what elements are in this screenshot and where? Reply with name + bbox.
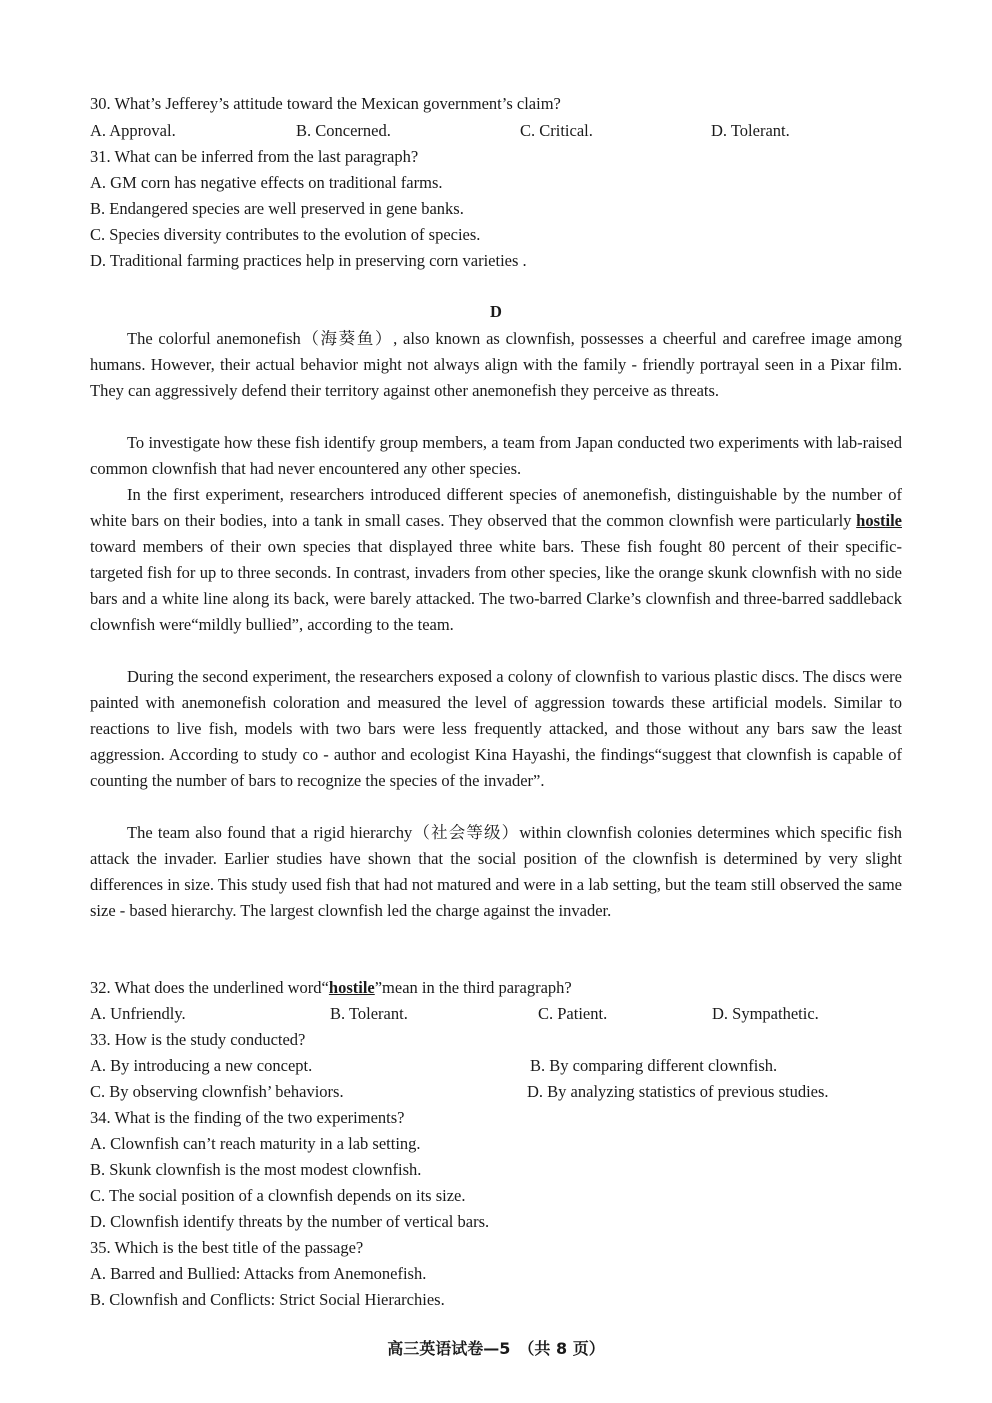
q31-option-d: D. Traditional farming practices help in preserving corn varieties . bbox=[90, 251, 527, 270]
q30-option-d: D. Tolerant. bbox=[711, 121, 790, 140]
q34-option-b: B. Skunk clownfish is the most modest clownfish. bbox=[90, 1160, 422, 1179]
question-30-stem: 30. What’s Jefferey’s attitude toward the Mexican government’s claim? bbox=[90, 94, 561, 113]
q33-option-c: C. By observing clownfish’ behaviors. bbox=[90, 1082, 344, 1101]
q32-stem-hostile: hostile bbox=[328, 978, 375, 997]
page-footer: 高三英语试卷—5 （共 8 页） bbox=[387, 1339, 605, 1358]
q35-option-a: A. Barred and Bullied: Attacks from Anemonefish. bbox=[90, 1264, 427, 1283]
q33-option-a: A. By introducing a new concept. bbox=[90, 1056, 313, 1075]
q32-option-d: D. Sympathetic. bbox=[712, 1004, 819, 1023]
q30-option-a: A. Approval. bbox=[90, 121, 176, 140]
q30-option-b: B. Concerned. bbox=[296, 121, 391, 140]
q32-stem-a: 32. What does the underlined word“ bbox=[90, 978, 329, 997]
q33-option-b: B. By comparing different clownfish. bbox=[530, 1056, 778, 1075]
q34-option-a: A. Clownfish can’t reach maturity in a lab setting. bbox=[90, 1134, 421, 1153]
passage-paragraph-5: The team also found that a rigid hierarchy（社会等级）within clownfish colonies determines which specific fish attack the invader. Earlier studies have shown that the social position of the clownfish is determined by very slight differences in size. This study used fish that had not matured and were in a lab setting, but the team still observed the same size - based hierarchy. The largest clownfish led the charge against the invader. bbox=[90, 823, 902, 920]
paragraph-3-text-b: toward members of their own species that displayed three white bars. These fish fought 80 percent of their specific-targeted fish for up to three seconds. In contrast, invaders from other species, like the orange skunk clownfish with no side bars and a white line along its back, were barely attacked. The two-barred Clarke’s clownfish and three-barred saddleback clownfish were“mildly bullied”, according to the team. bbox=[90, 537, 902, 634]
passage-section-letter: D bbox=[490, 302, 502, 321]
q32-option-b: B. Tolerant. bbox=[330, 1004, 408, 1023]
q31-option-b: B. Endangered species are well preserved in gene banks. bbox=[90, 199, 464, 218]
question-31-stem: 31. What can be inferred from the last paragraph? bbox=[90, 147, 419, 166]
q32-stem-b: ”mean in the third paragraph? bbox=[374, 978, 572, 997]
question-32-stem bbox=[90, 978, 572, 998]
q32-option-a: A. Unfriendly. bbox=[90, 1004, 186, 1023]
underlined-word-hostile: hostile bbox=[856, 511, 902, 530]
q31-option-c: C. Species diversity contributes to the evolution of species. bbox=[90, 225, 481, 244]
passage-paragraph-4: During the second experiment, the researchers exposed a colony of clownfish to various plastic discs. The discs were painted with anemonefish coloration and measured the level of aggression towards these artificial models. Similar to reactions to live fish, models with two bars were less frequently attacked, and those without any bars saw the least aggression. According to study co - author and ecologist Kina Hayashi, the findings“suggest that clownfish is capable of counting the number of bars to recognize the species of the invader”. bbox=[90, 667, 902, 790]
paragraph-3-text-a: In the first experiment, researchers introduced different species of anemonefish, distinguishable by the number of white bars on their bodies, into a tank in small cases. They observed that the common clownfish were particularly bbox=[90, 485, 902, 530]
q34-option-c: C. The social position of a clownfish depends on its size. bbox=[90, 1186, 466, 1205]
passage-paragraph-2: To investigate how these fish identify group members, a team from Japan conducted two experiments with lab-raised common clownfish that had never encountered any other species. bbox=[90, 433, 902, 478]
question-34-stem: 34. What is the finding of the two experiments? bbox=[90, 1108, 405, 1127]
q35-option-b: B. Clownfish and Conflicts: Strict Social Hierarchies. bbox=[90, 1290, 445, 1309]
q33-option-d: D. By analyzing statistics of previous studies. bbox=[527, 1082, 829, 1101]
passage-paragraph-3 bbox=[90, 482, 902, 638]
q30-option-c: C. Critical. bbox=[520, 121, 593, 140]
q34-option-d: D. Clownfish identify threats by the number of vertical bars. bbox=[90, 1212, 490, 1231]
q32-option-c: C. Patient. bbox=[538, 1004, 608, 1023]
question-35-stem: 35. Which is the best title of the passage? bbox=[90, 1238, 364, 1257]
question-33-stem: 33. How is the study conducted? bbox=[90, 1030, 306, 1049]
passage-paragraph-1: The colorful anemonefish（海葵鱼）, also known as clownfish, possesses a cheerful and carefree image among humans. However, their actual behavior might not always align with the family - friendly portrayal seen in a Pixar film. They can aggressively defend their territory against other anemonefish they perceive as threats. bbox=[90, 329, 902, 400]
q31-option-a: A. GM corn has negative effects on traditional farms. bbox=[90, 173, 443, 192]
